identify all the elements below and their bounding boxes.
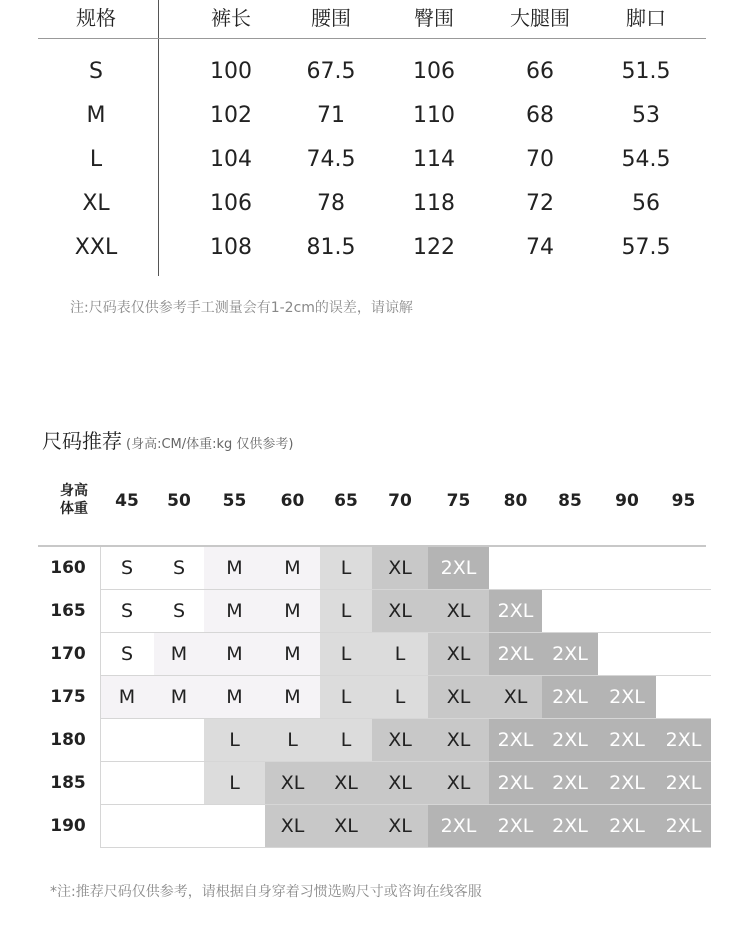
size-cell: M (265, 676, 320, 719)
size-value: 56 (632, 191, 660, 216)
size-table-note: 注:尺码表仅供参考手工测量会有1-2cm的误差，请谅解 (70, 300, 413, 316)
size-cell: M (204, 590, 265, 633)
size-value: 106 (413, 59, 455, 84)
empty-cell (489, 547, 711, 590)
grid-bottom-line (100, 847, 711, 848)
size-cell: 2XL (489, 762, 542, 805)
height-label: 身高 (60, 483, 88, 499)
size-cell: 2XL (489, 805, 542, 848)
size-cell: 2XL (598, 719, 656, 762)
size-cell: L (320, 676, 372, 719)
grid-left-line (100, 547, 101, 848)
size-value: 57.5 (621, 235, 671, 260)
grid-row-line (100, 675, 711, 676)
size-cell: L (265, 719, 320, 762)
weight-header: 70 (388, 491, 412, 511)
size-cell: M (100, 676, 154, 719)
size-cell: M (154, 633, 204, 676)
size-value: 74 (526, 235, 554, 260)
size-cell: L (204, 719, 265, 762)
weight-header: 50 (167, 491, 191, 511)
size-cell: XL (372, 805, 428, 848)
size-cell: XL (372, 762, 428, 805)
size-value: 71 (317, 103, 345, 128)
recommendation-note: *注:推荐尺码仅供参考，请根据自身穿着习惯选购尺寸或咨询在线客服 (50, 884, 482, 900)
height-weight-corner-label (48, 482, 100, 518)
size-cell: S (100, 633, 154, 676)
size-cell: 2XL (598, 805, 656, 848)
size-table-header: 规格 (76, 6, 116, 30)
size-value: 51.5 (621, 59, 671, 84)
size-table-header: 腰围 (311, 6, 351, 30)
size-cell: L (320, 590, 372, 633)
height-label: 165 (50, 601, 86, 621)
grid-row-line (100, 632, 711, 633)
size-value: 66 (526, 59, 554, 84)
size-cell: XL (489, 676, 542, 719)
size-value: 68 (526, 103, 554, 128)
size-value: 81.5 (306, 235, 356, 260)
size-cell: XL (372, 719, 428, 762)
empty-cell (598, 633, 711, 676)
height-label: 185 (50, 773, 86, 793)
size-value: 114 (413, 147, 455, 172)
empty-cell (100, 805, 265, 848)
height-label: 170 (50, 644, 86, 664)
size-cell: XL (265, 762, 320, 805)
size-value: 72 (526, 191, 554, 216)
weight-header: 55 (222, 491, 247, 511)
grid-row-line (100, 761, 711, 762)
size-value: 102 (210, 103, 252, 128)
size-value: 118 (413, 191, 455, 216)
size-cell: 2XL (489, 719, 542, 762)
empty-cell (100, 719, 204, 762)
size-cell: S (100, 590, 154, 633)
size-cell: 2XL (489, 633, 542, 676)
size-table (38, 0, 706, 276)
size-cell: M (204, 547, 265, 590)
size-cell: 2XL (598, 676, 656, 719)
size-value: 104 (210, 147, 252, 172)
size-value: 67.5 (306, 59, 356, 84)
size-cell: S (154, 547, 204, 590)
empty-cell (656, 676, 711, 719)
weight-label: 体重 (60, 501, 88, 517)
size-cell: M (265, 547, 320, 590)
weight-header: 65 (334, 491, 358, 511)
size-value: 74.5 (306, 147, 356, 172)
empty-cell (542, 590, 711, 633)
weight-header: 95 (671, 491, 696, 511)
size-cell: M (204, 633, 265, 676)
size-cell: XL (428, 633, 489, 676)
weight-header: 75 (446, 491, 471, 511)
size-value: 70 (526, 147, 554, 172)
grid-row-line (100, 718, 711, 719)
size-value: 78 (317, 191, 345, 216)
weight-header: 45 (115, 491, 139, 511)
size-table-divider (158, 0, 159, 276)
size-cell: S (154, 590, 204, 633)
size-cell: XL (428, 676, 489, 719)
size-value: 54.5 (621, 147, 671, 172)
size-cell: XL (372, 547, 428, 590)
size-cell: 2XL (656, 719, 711, 762)
size-label: XL (82, 191, 110, 216)
size-cell: 2XL (542, 762, 598, 805)
size-cell: XL (372, 590, 428, 633)
size-cell: 2XL (542, 633, 598, 676)
size-cell: XL (320, 762, 372, 805)
size-cell: M (265, 590, 320, 633)
size-cell: L (320, 719, 372, 762)
weight-header: 80 (503, 491, 528, 511)
size-cell: M (265, 633, 320, 676)
size-cell: 2XL (656, 762, 711, 805)
size-cell: XL (428, 590, 489, 633)
size-table-header: 臀围 (414, 6, 454, 30)
grid-row-line (100, 589, 711, 590)
size-cell: L (372, 676, 428, 719)
size-value: 100 (210, 59, 252, 84)
size-table-header: 大腿围 (510, 6, 570, 30)
recommendation-subtitle: (身高:CM/体重:kg 仅供参考) (126, 437, 294, 452)
size-label: S (89, 59, 103, 84)
size-cell: M (154, 676, 204, 719)
size-cell: L (372, 633, 428, 676)
size-cell: 2XL (598, 762, 656, 805)
size-table-header: 裤长 (211, 6, 251, 30)
size-cell: 2XL (489, 590, 542, 633)
weight-header: 60 (280, 491, 305, 511)
size-cell: 2XL (656, 805, 711, 848)
size-cell: 2XL (542, 805, 598, 848)
height-label: 160 (50, 558, 86, 578)
weight-header: 85 (558, 491, 582, 511)
size-value: 53 (632, 103, 660, 128)
size-cell: XL (428, 719, 489, 762)
height-label: 190 (50, 816, 86, 836)
size-cell: L (204, 762, 265, 805)
size-table-header: 脚口 (626, 6, 666, 30)
size-value: 106 (210, 191, 252, 216)
size-cell: S (100, 547, 154, 590)
height-label: 175 (50, 687, 86, 707)
size-cell: XL (320, 805, 372, 848)
size-table-header-line (38, 38, 706, 39)
size-cell: 2XL (542, 676, 598, 719)
size-cell: 2XL (428, 805, 489, 848)
recommendation-grid (100, 547, 711, 848)
weight-header: 90 (615, 491, 639, 511)
size-cell: L (320, 633, 372, 676)
size-label: M (86, 103, 106, 128)
size-cell: 2XL (428, 547, 489, 590)
size-label: L (89, 147, 103, 172)
size-value: 110 (413, 103, 455, 128)
recommendation-title: 尺码推荐 (42, 429, 122, 453)
size-cell: XL (428, 762, 489, 805)
grid-row-line (100, 804, 711, 805)
size-cell: M (204, 676, 265, 719)
size-label: XXL (74, 235, 118, 260)
size-cell: 2XL (542, 719, 598, 762)
height-label: 180 (50, 730, 86, 750)
empty-cell (100, 762, 204, 805)
size-cell: L (320, 547, 372, 590)
size-value: 122 (413, 235, 455, 260)
recommendation-title-block (42, 425, 294, 454)
size-cell: XL (265, 805, 320, 848)
size-value: 108 (210, 235, 252, 260)
